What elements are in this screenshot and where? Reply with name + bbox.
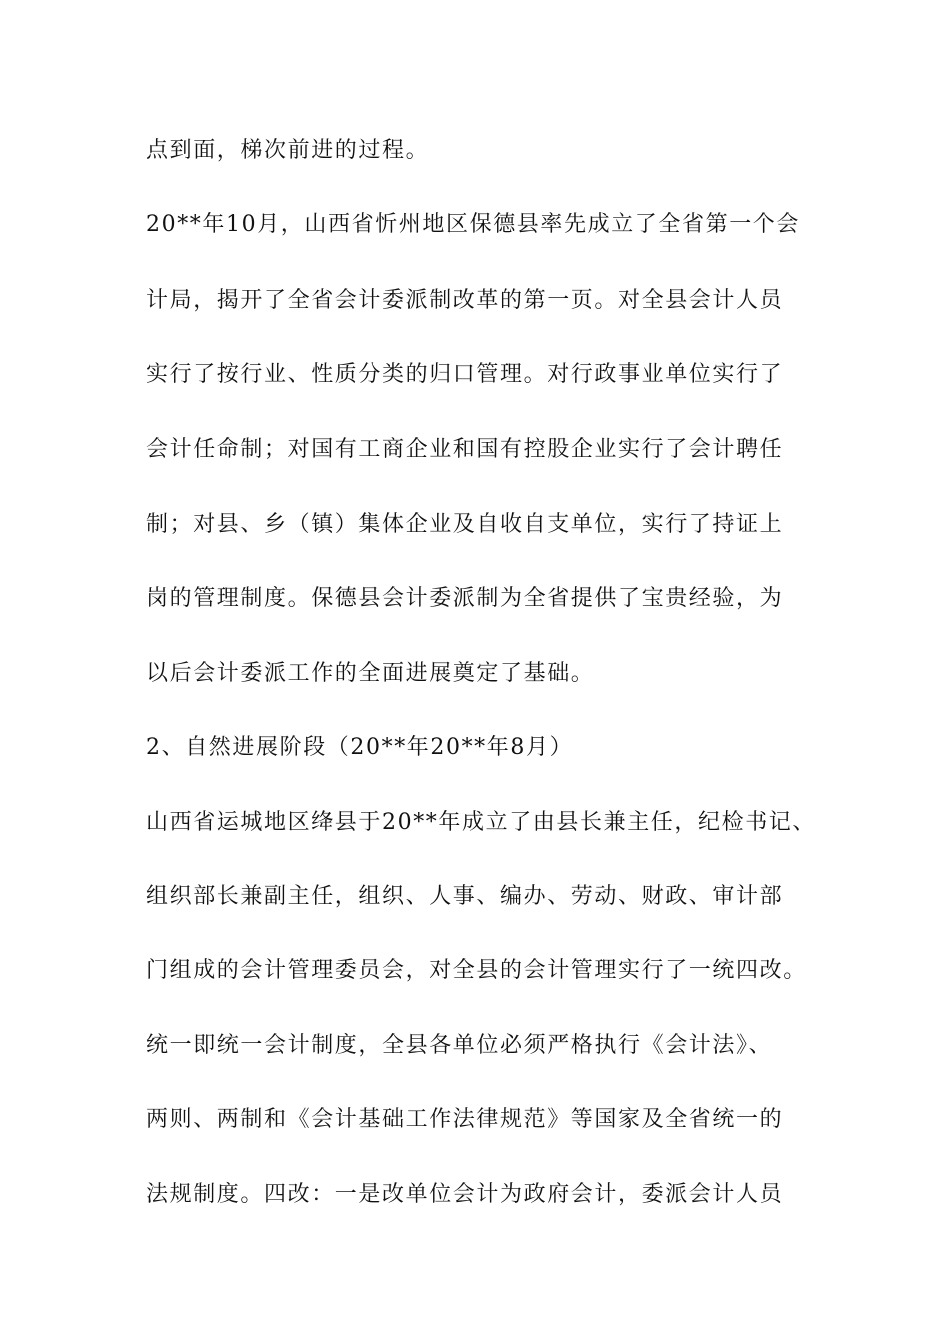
text-line-3: 计局，揭开了全省会计委派制改革的第一页。对全县会计人员 bbox=[146, 288, 784, 313]
section-heading: 2、自然进展阶段（20**年20**年8月） bbox=[146, 735, 574, 760]
text-line-4: 实行了按行业、性质分类的归口管理。对行政事业单位实行了 bbox=[146, 362, 784, 387]
text-line-15: 法规制度。四改：一是改单位会计为政府会计，委派会计人员 bbox=[146, 1182, 784, 1207]
text-line-5: 会计任命制；对国有工商企业和国有控股企业实行了会计聘任 bbox=[146, 437, 784, 462]
text-line-8: 以后会计委派工作的全面进展奠定了基础。 bbox=[146, 661, 595, 686]
text-line-2: 20**年10月，山西省忻州地区保德县率先成立了全省第一个会 bbox=[146, 212, 800, 237]
text-line-6: 制；对县、乡（镇）集体企业及自收自支单位，实行了持证上 bbox=[146, 512, 784, 537]
text-line-1: 点到面，梯次前进的过程。 bbox=[146, 138, 430, 163]
text-line-14: 两则、两制和《会计基础工作法律规范》等国家及全省统一的 bbox=[146, 1107, 784, 1132]
text-line-11: 组织部长兼副主任，组织、人事、编办、劳动、财政、审计部 bbox=[146, 884, 784, 909]
text-line-7: 岗的管理制度。保德县会计委派制为全省提供了宝贵经验，为 bbox=[146, 586, 784, 611]
text-line-10: 山西省运城地区绛县于20**年成立了由县长兼主任，纪检书记、 bbox=[146, 810, 816, 835]
text-line-13: 统一即统一会计制度，全县各单位必须严格执行《会计法》、 bbox=[146, 1033, 773, 1058]
text-line-12: 门组成的会计管理委员会，对全县的会计管理实行了一统四改。 bbox=[146, 958, 807, 983]
